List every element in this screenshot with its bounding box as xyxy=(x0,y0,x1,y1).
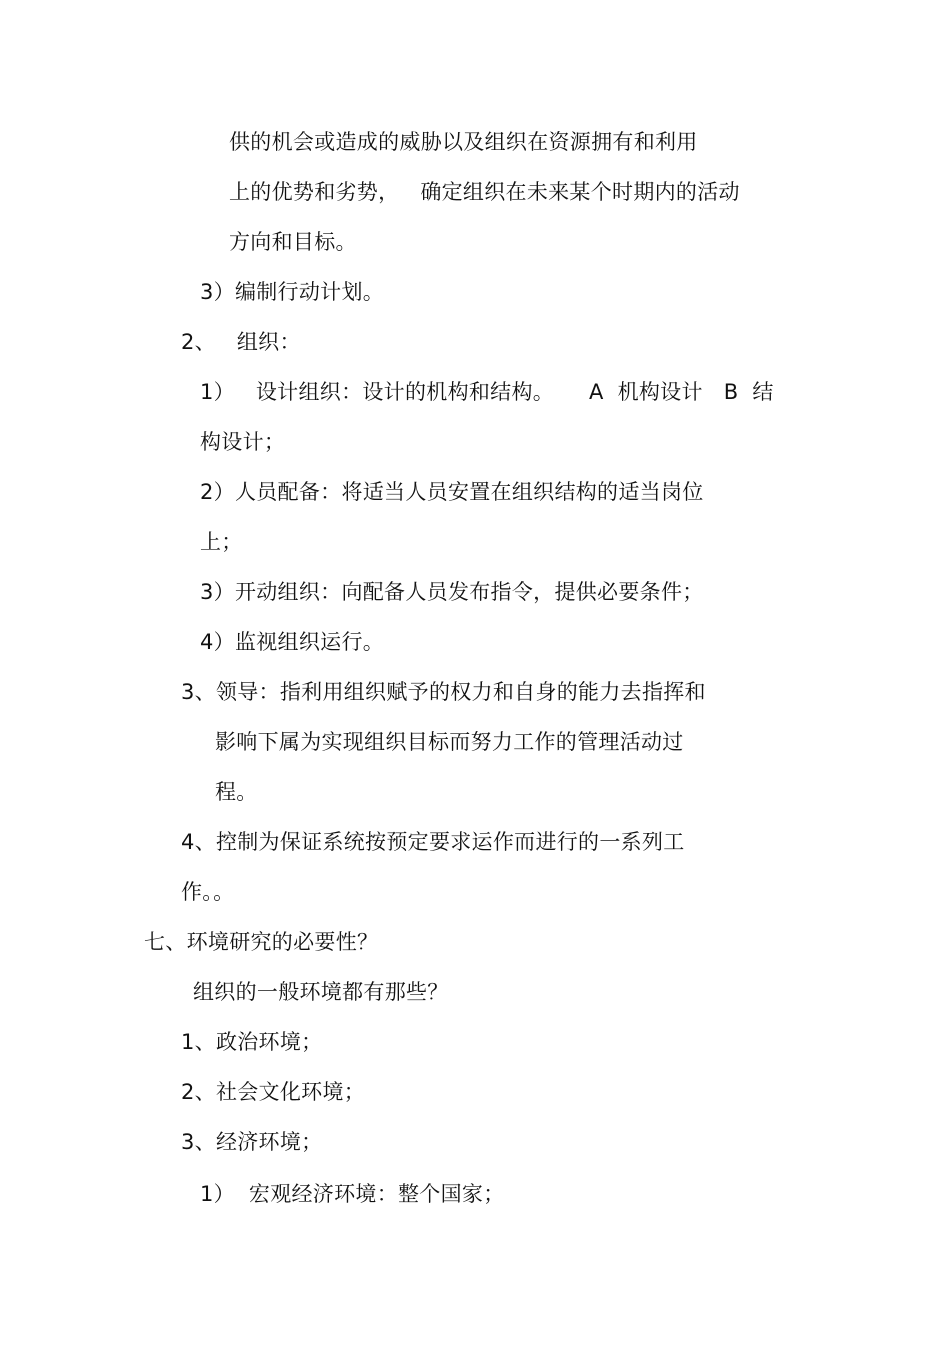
section-heading: 2、 组织： xyxy=(181,330,301,354)
text-line: 作。。 xyxy=(181,880,235,904)
list-item: 1、政治环境； xyxy=(181,1030,323,1054)
list-item: 2、社会文化环境； xyxy=(181,1080,366,1104)
section-heading: 3、领导：指利用组织赋予的权力和自身的能力去指挥和 xyxy=(181,680,706,704)
section-heading: 4、控制为保证系统按预定要求运作而进行的一系列工 xyxy=(181,830,685,854)
text-line: 3）编制行动计划。 xyxy=(200,280,385,304)
text-line: 程。 xyxy=(215,780,258,804)
list-item: 3、经济环境； xyxy=(181,1130,323,1154)
text-line: 上； xyxy=(200,530,243,554)
text-line: 4）监视组织运行。 xyxy=(200,630,385,654)
text-line: 2）人员配备：将适当人员安置在组织结构的适当岗位 xyxy=(200,480,704,504)
text-line: 构设计； xyxy=(200,430,286,454)
list-item: 1） 宏观经济环境：整个国家； xyxy=(200,1182,505,1206)
text-line: 3）开动组织：向配备人员发布指令，提供必要条件； xyxy=(200,580,704,604)
text-line: 上的优势和劣势， 确定组织在未来某个时期内的活动 xyxy=(229,180,740,204)
text-line: 影响下属为实现组织目标而努力工作的管理活动过 xyxy=(215,730,684,754)
text-line: 供的机会或造成的威胁以及组织在资源拥有和利用 xyxy=(229,130,698,154)
text-line: 组织的一般环境都有那些？ xyxy=(193,980,449,1004)
text-line: 方向和目标。 xyxy=(229,230,357,254)
chapter-heading: 七、环境研究的必要性？ xyxy=(144,930,379,954)
text-line: 1） 设计组织：设计的机构和结构。 A 机构设计 B 结 xyxy=(200,380,774,404)
